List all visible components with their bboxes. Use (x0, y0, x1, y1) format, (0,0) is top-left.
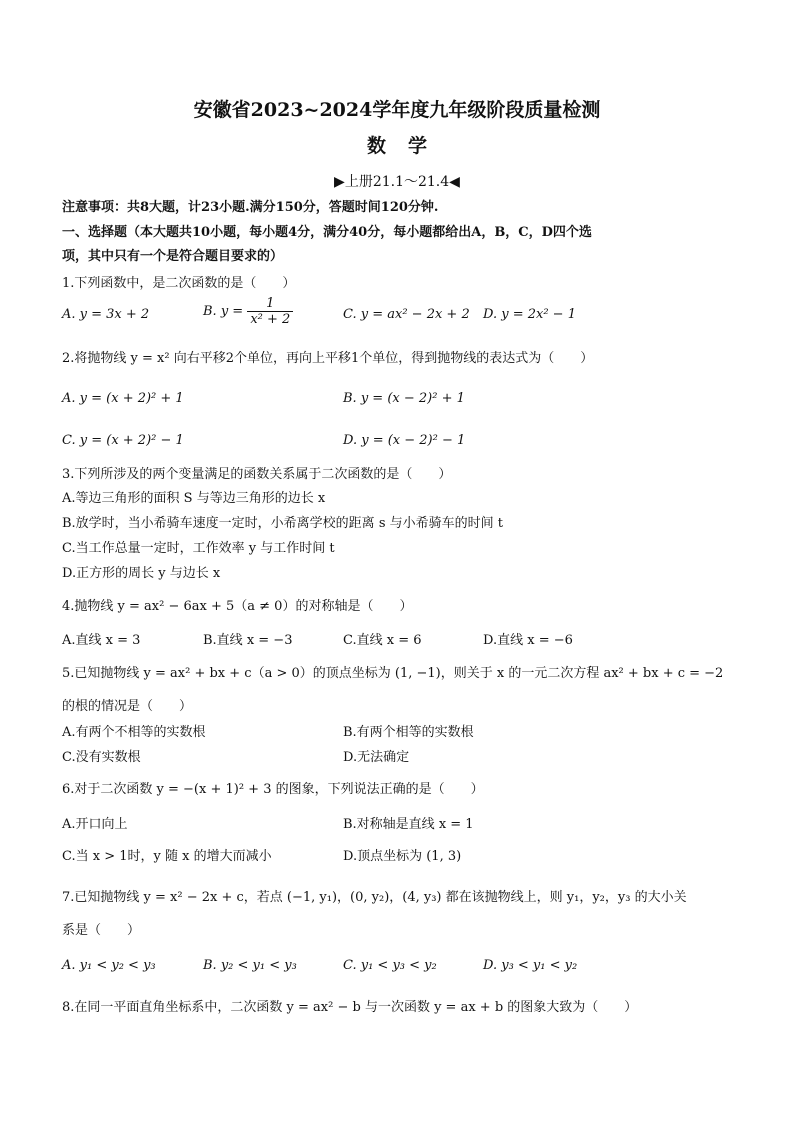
question-5-option-a: A.有两个不相等的实数根 (62, 725, 206, 740)
question-5-option-d: D.无法确定 (343, 750, 410, 765)
question-5-option-b: B.有两个相等的实数根 (343, 725, 474, 740)
question-2-stem: 2.将抛物线 y = x² 向右平移2个单位，再向上平移1个单位，得到抛物线的表达式为（ ） (62, 351, 594, 366)
question-2-option-c: C. y = (x + 2)² − 1 (62, 433, 184, 448)
question-2-option-d: D. y = (x − 2)² − 1 (343, 433, 466, 448)
question-4-stem: 4.抛物线 y = ax² − 6ax + 5（a ≠ 0）的对称轴是（ ） (62, 599, 413, 614)
question-4-option-d: D.直线 x = −6 (483, 633, 573, 648)
question-1-option-b-prefix: B. y = (203, 304, 244, 319)
question-7-option-c: C. y₁ < y₃ < y₂ (343, 958, 437, 973)
question-5-stem: 5.已知抛物线 y = ax² + bx + c（a > 0）的顶点坐标为 (1, −1)，则关于 x 的一元二次方程 ax² + bx + c = −2 (62, 666, 724, 681)
question-1-option-b (203, 296, 293, 327)
question-5-option-c: C.没有实数根 (62, 750, 141, 765)
question-1-option-b-fraction (247, 296, 293, 327)
question-3-option-b: B.放学时，当小希骑车速度一定时，小希离学校的距离 s 与小希骑车的时间 t (62, 516, 503, 531)
question-6-stem: 6.对于二次函数 y = −(x + 1)² + 3 的图象，下列说法正确的是（ ） (62, 782, 484, 797)
fraction-denominator: x² + 2 (247, 311, 293, 327)
section-heading-line2: 项，其中只有一个是符合题目要求的） (62, 249, 284, 264)
question-7-option-a: A. y₁ < y₂ < y₃ (62, 958, 156, 973)
question-6-option-a: A.开口向上 (62, 817, 128, 832)
question-6-option-c: C.当 x > 1时，y 随 x 的增大而减小 (62, 849, 272, 864)
question-7-stem: 7.已知抛物线 y = x² − 2x + c，若点 (−1, y₁)，(0, y₂)，(4, y₃) 都在该抛物线上，则 y₁，y₂，y₃ 的大小关 (62, 890, 687, 905)
question-1-option-d: D. y = 2x² − 1 (483, 307, 576, 322)
section-heading-line1: 一、选择题（本大题共10小题，每小题4分，满分40分，每小题都给出A，B，C，D四个选 (62, 225, 592, 240)
question-7-option-d: D. y₃ < y₁ < y₂ (483, 958, 578, 973)
question-3-option-a: A.等边三角形的面积 S 与等边三角形的边长 x (62, 491, 326, 506)
question-4-option-a: A.直线 x = 3 (62, 633, 141, 648)
question-8-stem: 8.在同一平面直角坐标系中，二次函数 y = ax² − b 与一次函数 y = ax + b 的图象大致为（ ） (62, 1000, 638, 1015)
notice: 注意事项：共8大题，计23小题.满分150分，答题时间120分钟. (62, 200, 439, 215)
question-3-option-d: D.正方形的周长 y 与边长 x (62, 566, 221, 581)
question-3-stem: 3.下列所涉及的两个变量满足的函数关系属于二次函数的是（ ） (62, 467, 452, 482)
question-4-option-b: B.直线 x = −3 (203, 633, 293, 648)
question-1-option-a: A. y = 3x + 2 (62, 307, 150, 322)
question-7-stem-continued: 系是（ ） (62, 923, 141, 938)
question-2-option-b: B. y = (x − 2)² + 1 (343, 391, 465, 406)
exam-title: 安徽省2023~2024学年度九年级阶段质量检测 (193, 99, 601, 121)
question-1-stem: 1.下列函数中，是二次函数的是（ ） (62, 276, 296, 291)
question-2-option-a: A. y = (x + 2)² + 1 (62, 391, 184, 406)
subject-title: 数学 (366, 135, 449, 157)
question-3-option-c: C.当工作总量一定时，工作效率 y 与工作时间 t (62, 541, 335, 556)
fraction-numerator: 1 (266, 296, 275, 311)
scope-line: ▶上册21.1～21.4◀ (334, 174, 460, 190)
question-5-stem-continued: 的根的情况是（ ） (62, 699, 193, 714)
question-4-option-c: C.直线 x = 6 (343, 633, 422, 648)
question-6-option-d: D.顶点坐标为 (1, 3) (343, 849, 462, 864)
question-6-option-b: B.对称轴是直线 x = 1 (343, 817, 474, 832)
question-7-option-b: B. y₂ < y₁ < y₃ (203, 958, 297, 973)
question-1-option-c: C. y = ax² − 2x + 2 (343, 307, 470, 322)
